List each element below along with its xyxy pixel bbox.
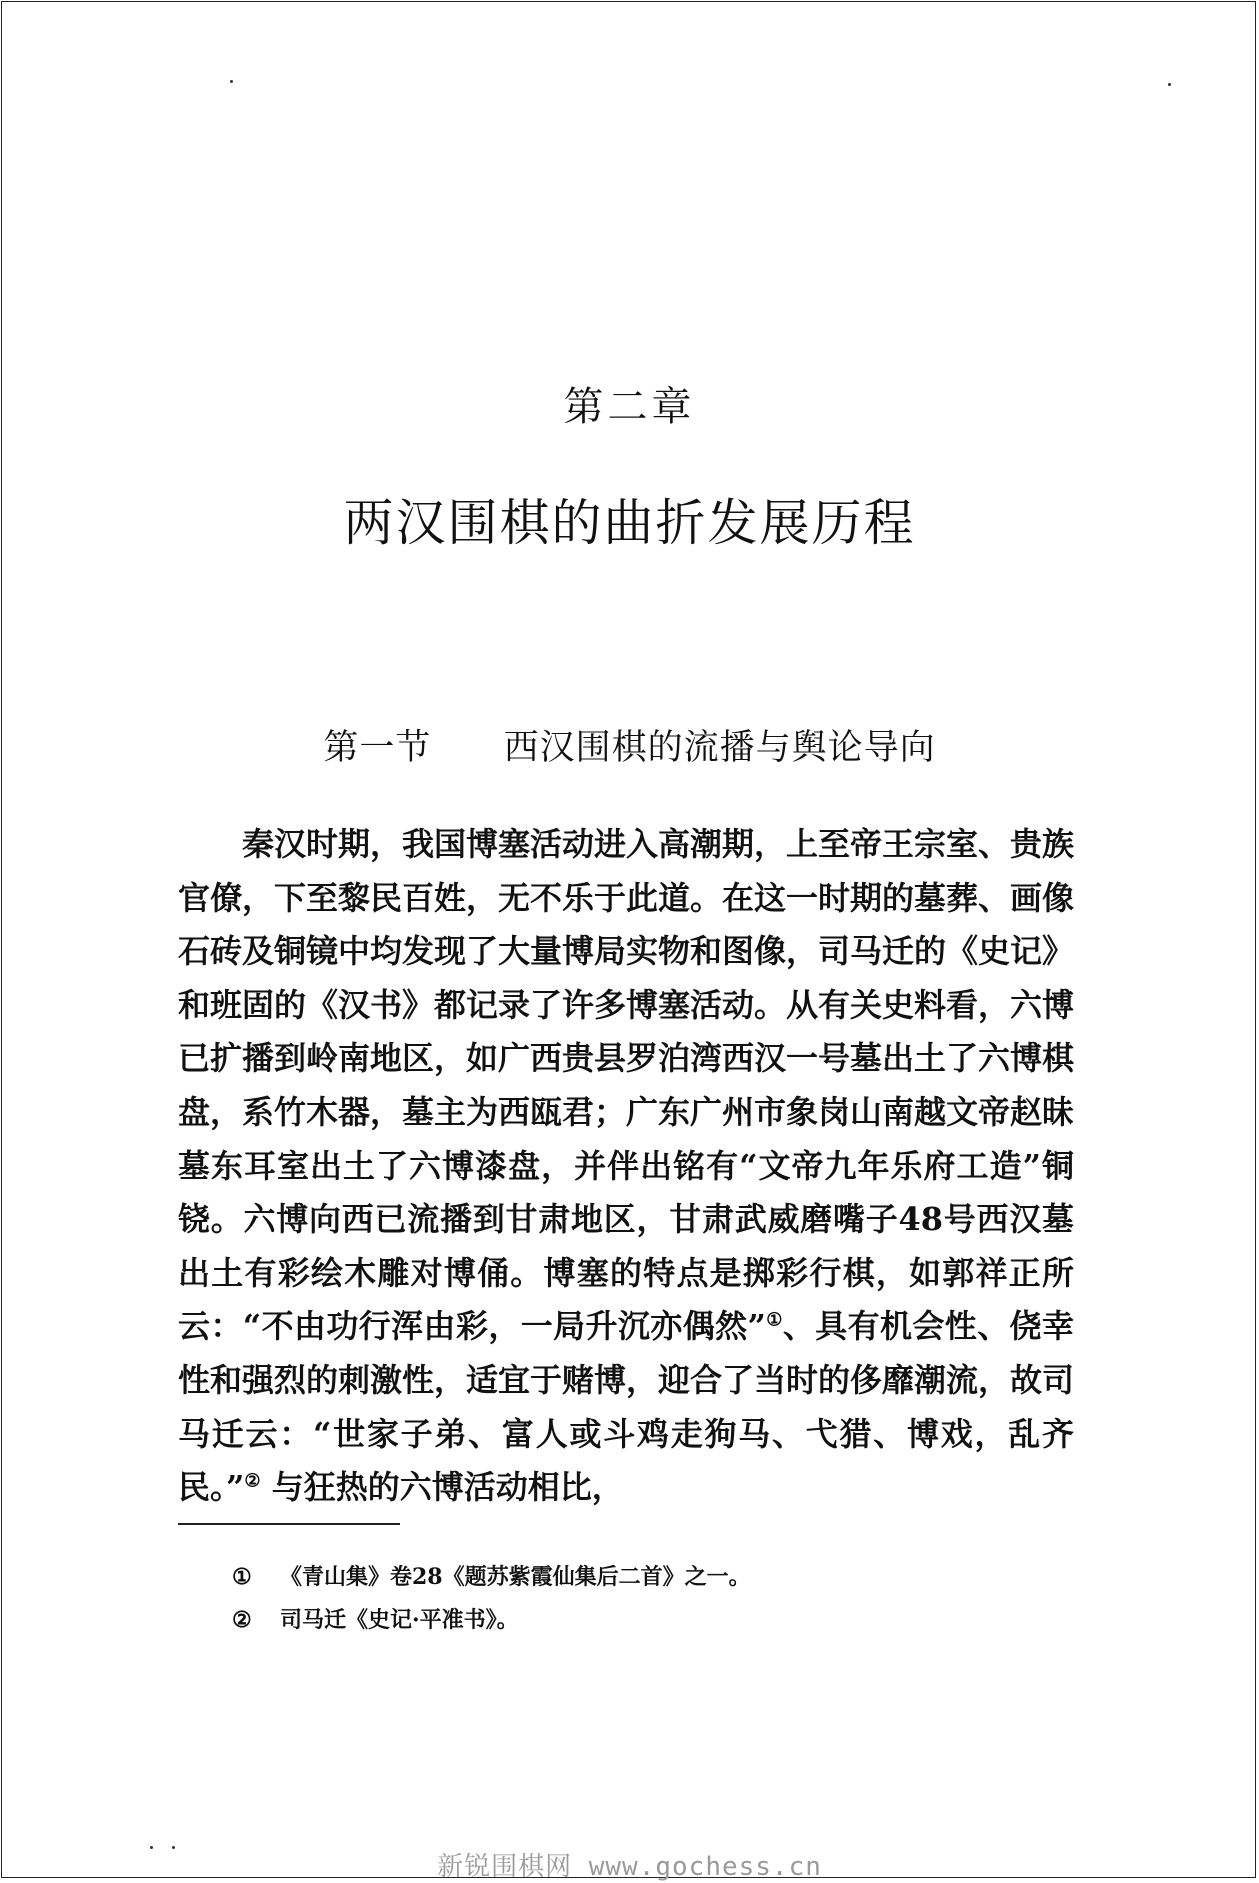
- footnote: [232, 1556, 1072, 1599]
- body-text-segment: 、具有机会性、侥幸性和强烈的刺激性，适宜于赌博，迎合了当时的侈靡潮流，故司马迁云：“世家子弟、富人或斗鸡走狗马、弋猎、博戏，乱齐民。”: [178, 1307, 1075, 1507]
- footnote-text: 《青山集》卷28《题苏紫霞仙集后二首》之一。: [280, 1564, 751, 1590]
- body-text-segment: 与狂热的六博活动相比，: [271, 1468, 624, 1507]
- footnote-divider: [178, 1523, 400, 1525]
- footnote-text: 司马迁《史记·平准书》。: [280, 1607, 519, 1633]
- footnote-marker: ①: [232, 1564, 252, 1590]
- footnote: [232, 1599, 1072, 1642]
- section-heading: [0, 720, 1259, 770]
- body-text-segment: 秦汉时期，我国博塞活动进入高潮期，上至帝王宗室、贵族官僚，下至黎民百姓，无不乐于此道。在这一时期的墓葬、画像石砖及铜镜中均发现了大量博局实物和图像，司马迁的《史记》和班固的《汉书》都记录了许多博塞活动。从有关史料看，六博已扩播到岭南地区，如广西贵县罗泊湾西汉一号墓出土了六博棋盘，系竹木器，墓主为西瓯君；广东广州市象岗山南越文帝赵昧墓东耳室出土了六博漆盘，并伴出铭有“文帝九年乐府工造”铜铙。六博向西已流播到甘肃地区，甘肃武威磨嘴子48号西汉墓出土有彩绘木雕对博俑。博塞的特点是掷彩行棋，如郭祥正所云：“不由功行浑由彩，一局升沉亦偶然”: [178, 825, 1075, 1346]
- footnote-marker: ②: [232, 1607, 252, 1633]
- watermark: 新锐围棋网 www.gochess.cn: [437, 1852, 822, 1882]
- chapter-number: 第二章: [563, 384, 696, 430]
- scan-speck: [230, 80, 233, 83]
- body-paragraph: [178, 818, 1074, 1515]
- footnote-reference[interactable]: ①: [765, 1309, 783, 1331]
- chapter-title: 两汉围棋的曲折发展历程: [343, 494, 916, 552]
- section-title: 西汉围棋的流播与舆论导向: [503, 728, 936, 768]
- section-number: 第一节: [323, 728, 432, 768]
- footnote-reference[interactable]: ②: [244, 1470, 261, 1492]
- scan-speck: [1168, 83, 1171, 86]
- footnotes: [232, 1556, 1072, 1642]
